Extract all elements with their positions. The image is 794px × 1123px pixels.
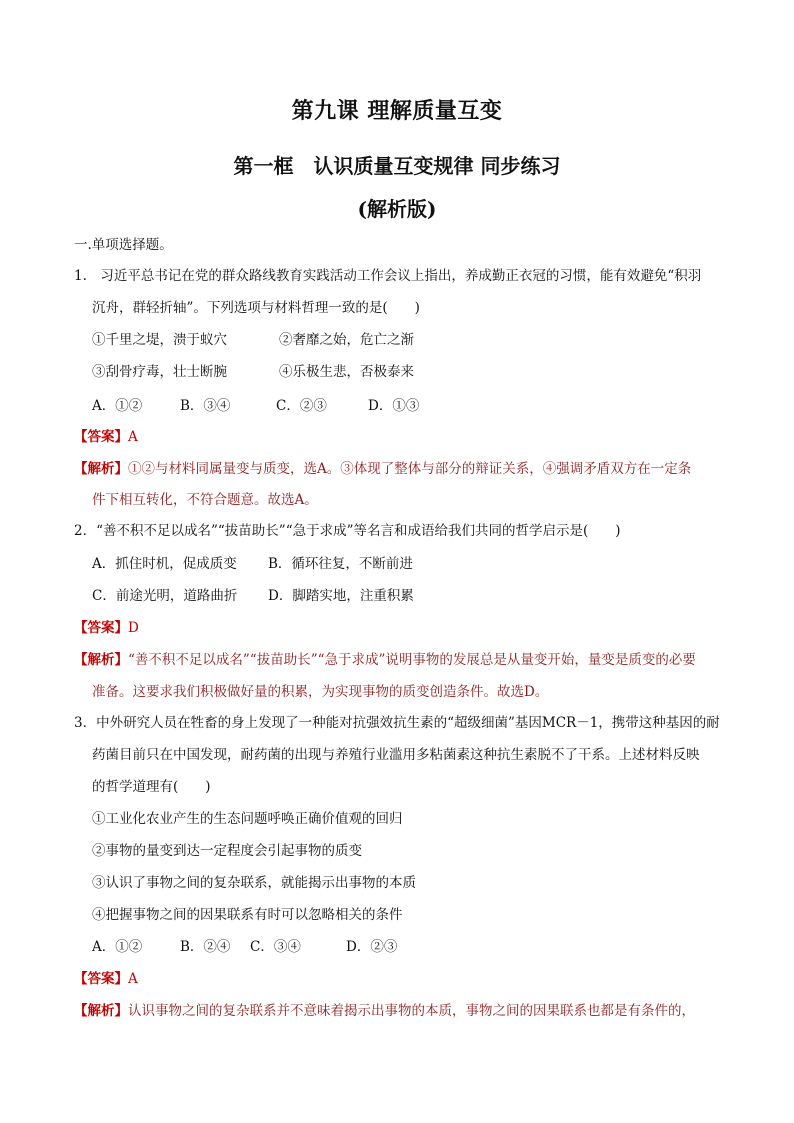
q1-statement-4: ④乐极生悲，否极泰来 [279,364,414,380]
answer-label: 【答案】 [74,429,128,445]
explanation-label: 【解析】 [74,461,128,477]
q1-answer [74,427,138,447]
answer-value: A [128,429,138,445]
q2-answer [74,618,139,638]
q3-statement-3: ③认识了事物之间的复杂联系，就能揭示出事物的本质 [92,875,416,891]
explanation-label: 【解析】 [74,1003,128,1019]
q1-explanation-line1 [74,459,691,479]
q1-stem-line1: 1. 习近平总书记在党的群众路线教育实践活动工作会议上指出，养成勤正衣冠的习惯，能有效避免“积羽 [74,268,702,284]
explanation-text: 认识事物之间的复杂联系并不意味着揭示出事物的本质，事物之间的因果联系也都是有条件的， [128,1003,695,1019]
q3-stem-line2: 药菌目前只在中国发现，耐药菌的出现与养殖行业滥用多粘菌素这种抗生素脱不了干系。上述材料反映 [92,747,700,763]
q1-stem-line2: 沉舟，群轻折轴”。下列选项与材料哲理一致的是( ) [92,300,420,316]
q3-option-c: C．③④ [250,939,301,955]
answer-value: D [128,620,139,636]
q1-option-a: A．①② [92,398,143,414]
q2-option-a: A．抓住时机，促成质变 [92,556,237,572]
q3-statement-2: ②事物的量变到达一定程度会引起事物的质变 [92,843,362,859]
q1-explanation-line2: 件下相互转化，不符合题意。故选A。 [92,492,318,508]
q3-option-d: D．②③ [346,939,398,955]
explanation-label: 【解析】 [74,652,128,668]
q1-option-d: D．①③ [368,398,420,414]
q2-explanation-line2: 准备。这要求我们积极做好量的积累，为实现事物的质变创造条件。故选D。 [92,684,549,700]
answer-value: A [128,971,138,987]
q1-option-c: C．②③ [276,398,327,414]
answer-label: 【答案】 [74,620,128,636]
q3-option-b: B．②④ [180,939,231,955]
lesson-title: 第九课 理解质量互变 [291,98,503,124]
explanation-text: “善不积不足以成名”“拔苗助长”“急于求成”说明事物的发展总是从量变开始，量变是质变的必要 [128,652,696,668]
explanation-text: ①②与材料同属量变与质变，选A。③体现了整体与部分的辩证关系，④强调矛盾双方在一定条 [128,461,692,477]
q1-statement-2: ②奢靡之始，危亡之渐 [279,332,414,348]
section-heading: 一.单项选择题。 [74,237,173,253]
q1-option-b: B．③④ [180,398,231,414]
q3-stem-line3: 的哲学道理有( ) [92,779,211,795]
q2-explanation-line1 [74,650,696,670]
q3-explanation-line1 [74,1001,695,1021]
q1-statement-1: ①千里之堤，溃于蚁穴 [92,332,227,348]
q3-stem-line1: 3．中外研究人员在牲畜的身上发现了一种能对抗强效抗生素的“超级细菌”基因MCR－1，携带这种基因的耐 [74,715,720,731]
answer-label: 【答案】 [74,971,128,987]
q1-statement-3: ③刮骨疗毒，壮士断腕 [92,364,227,380]
q2-option-d: D．脚踏实地，注重积累 [268,588,414,604]
q3-statement-4: ④把握事物之间的因果联系有时可以忽略相关的条件 [92,907,403,923]
q3-statement-1: ①工业化农业产生的生态问题呼唤正确价值观的回归 [92,811,403,827]
q2-stem-line1: 2．“善不积不足以成名”“拔苗助长”“急于求成”等名言和成语给我们共同的哲学启示是( ) [74,523,621,539]
section-subtitle: 第一框 认识质量互变规律 同步练习 [233,154,561,178]
q2-option-c: C．前途光明，道路曲折 [92,588,238,604]
q2-option-b: B．循环往复，不断前进 [268,556,413,572]
edition-label: (解析版) [357,197,437,221]
q3-option-a: A．①② [92,939,143,955]
q3-answer [74,969,138,989]
